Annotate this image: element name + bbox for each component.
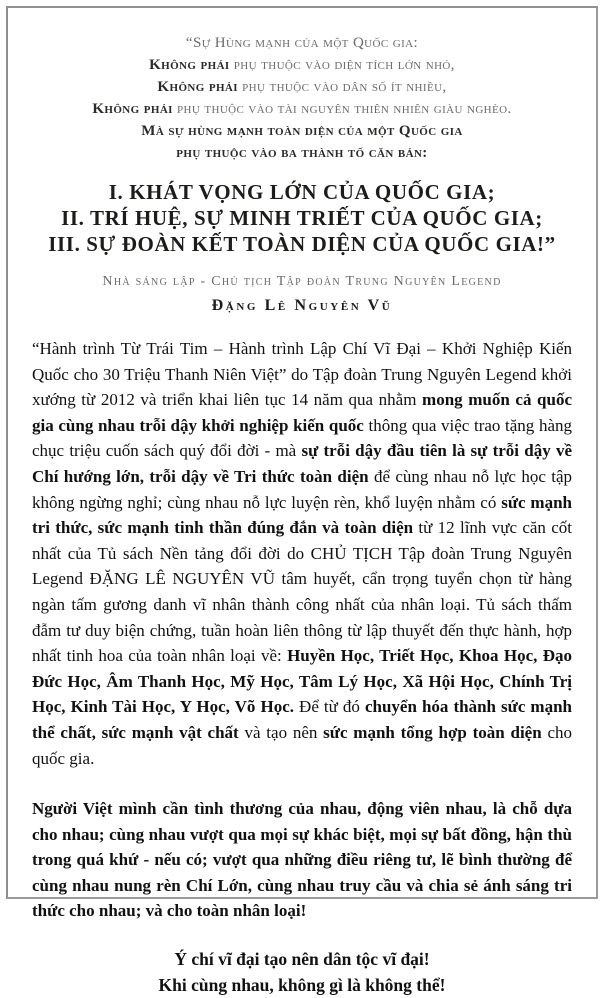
footer-slogan — [32, 946, 572, 998]
negation-rest-1: phụ thuộc vào diện tích lớn nhỏ, — [229, 57, 455, 73]
footer-line-1: Ý chí vĩ đại tạo nên dân tộc vĩ đại! — [174, 949, 430, 970]
founder-attribution — [32, 272, 572, 317]
negation-line-1 — [32, 54, 572, 76]
header-quote — [32, 32, 572, 164]
founder-title: Nhà sáng lập - Chủ tịch Tập đoàn Trung Nguyên Legend — [102, 274, 502, 289]
body-paragraph-1: “Hành trình Từ Trái Tim – Hành trình Lập Chí Vĩ Đại – Khởi Nghiệp Kiến Quốc cho 30 Triệu Thanh Niên Việt” do Tập đoàn Trung Nguyên Legend khởi xướng từ 2012 và triển khai liên tục 14 năm qua nhằm mong muốn cả quốc gia cùng nhau trỗi dậy khởi nghiệp kiến quốc thông qua việc trao tặng hàng chục triệu cuốn sách quý đổi đời - mà sự trỗi dậy đầu tiên là sự trỗi dậy về Chí hướng lớn, trỗi dậy về Tri thức toàn diện để cùng nhau nỗ lực học tập không ngừng nghỉ; cùng nhau nỗ lực luyện rèn, khổ luyện nhằm có sức mạnh tri thức, sức mạnh tinh thần đúng đắn và toàn diện từ 12 lĩnh vực căn cốt nhất của Tủ sách Nền tảng đổi đời do CHỦ TỊCH Tập đoàn Trung Nguyên Legend ĐẶNG LÊ NGUYÊN VŨ tâm huyết, cẩn trọng tuyển chọn từ hàng ngàn tấm gương danh vĩ nhân thành công nhất của nhân loại. Tủ sách thấm đẫm tư duy biện chứng, tuần hoàn liên thông từ lập thuyết đến thực hành, hợp nhất tinh hoa của toàn nhân loại về: Huyền Học, Triết Học, Khoa Học, Đạo Đức Học, Âm Thanh Học, Mỹ Học, Tâm Lý Học, Xã Hội Học, Chính Trị Học, Kinh Tài Học, Y Học, Võ Học. Để từ đó chuyển hóa thành sức mạnh thể chất, sức mạnh vật chất và tạo nên sức mạnh tổng hợp toàn diện cho quốc gia. — [32, 339, 573, 768]
pillar-line-1: I. KHÁT VỌNG LỚN CỦA QUỐC GIA; — [108, 180, 496, 204]
footer-line-2: Khi cùng nhau, không gì là không thể! — [158, 975, 446, 996]
negation-lead-2: Không phải — [157, 79, 238, 95]
negation-rest-2: phụ thuộc vào dân số ít nhiều, — [237, 79, 447, 95]
negation-lead-1: Không phải — [149, 57, 230, 73]
pillars-list — [32, 179, 572, 257]
body-paragraph-2: Người Việt mình cần tình thương của nhau, động viên nhau, là chỗ dựa cho nhau; cùng nhau vượt qua mọi sự khác biệt, mọi sự bất đồng, hận thù trong quá khứ - nếu có; vượt qua những điều riêng tư, lẽ bình thường để cùng nhau nung rèn Chí Lớn, cùng nhau truy cầu và chia sẻ ánh sáng tri thức cho nhau; và cho toàn nhân loại! — [32, 799, 572, 921]
pillar-line-3: III. SỰ ĐOÀN KẾT TOÀN DIỆN CỦA QUỐC GIA!” — [48, 232, 556, 256]
quote-opening-line: “Sự Hùng mạnh của một Quốc gia: — [185, 35, 419, 51]
negation-lead-3: Không phải — [92, 101, 173, 117]
negation-line-2 — [32, 76, 572, 98]
pillar-line-2: II. TRÍ HUỆ, SỰ MINH TRIẾT CỦA QUỐC GIA; — [61, 206, 543, 230]
founder-name: Đặng Lê Nguyên Vũ — [211, 297, 393, 314]
document-content — [8, 8, 596, 996]
negation-rest-3: phụ thuộc vào tài nguyên thiên nhiên giàu nghèo. — [172, 101, 512, 117]
affirmation-line-1: Mà sự hùng mạnh toàn diện của một Quốc gia — [141, 123, 463, 139]
affirmation-line-2: phụ thuộc vào ba thành tố căn bản: — [176, 145, 428, 161]
negation-line-3 — [32, 98, 572, 120]
